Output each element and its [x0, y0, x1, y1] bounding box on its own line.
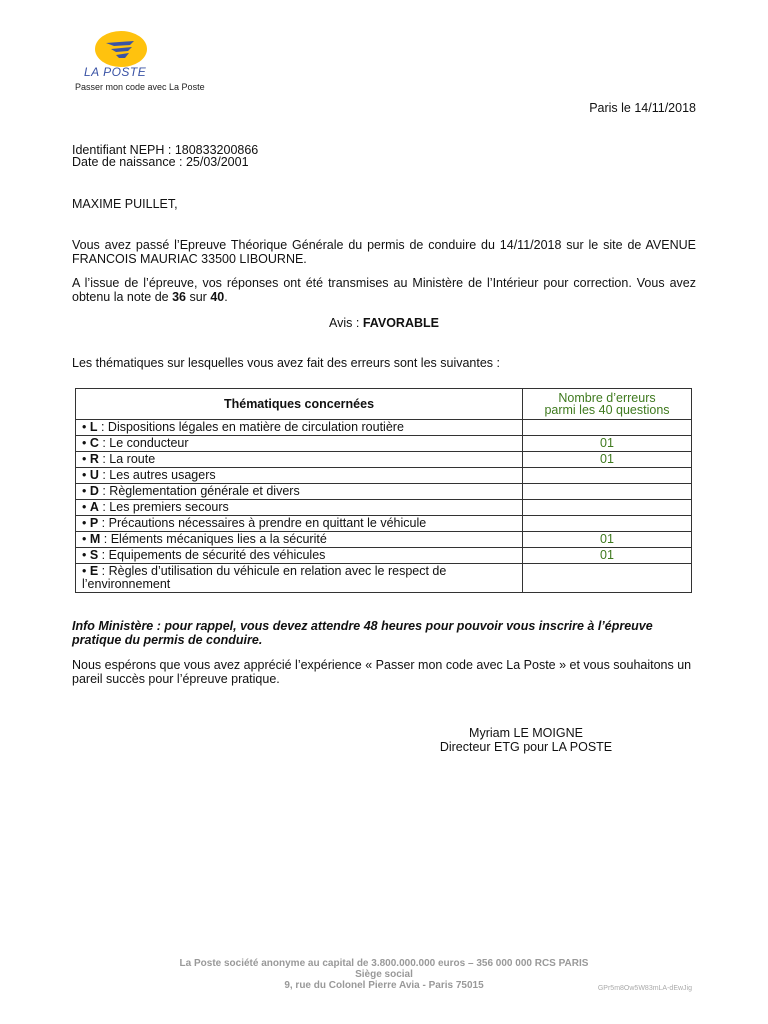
score-dot: .	[224, 290, 228, 304]
theme-code: S	[89, 548, 99, 562]
themes-intro: Les thématiques sur lesquelles vous avez fait des erreurs sont les suivantes :	[72, 356, 500, 370]
error-count	[523, 516, 692, 532]
theme-code: U	[89, 468, 99, 482]
tagline: Passer mon code avec La Poste	[75, 82, 205, 92]
error-count: 01	[523, 532, 692, 548]
error-count: 01	[523, 452, 692, 468]
theme-code: R	[89, 452, 99, 466]
document-code: GPr5m8Ow5W83mLA-dEwJig	[597, 985, 692, 992]
theme-cell: • P : Précautions nécessaires à prendre en quittant le véhicule	[76, 516, 523, 532]
error-count	[523, 468, 692, 484]
table-row	[76, 516, 692, 532]
header-count-line2: parmi les 40 questions	[544, 403, 670, 417]
theme-code: E	[89, 564, 99, 578]
score-sur: sur	[186, 290, 211, 304]
avis-label: Avis :	[329, 316, 363, 330]
theme-code: M	[89, 532, 101, 546]
header-theme: Thématiques concernées	[76, 389, 523, 420]
recipient-name: MAXIME PUILLET,	[72, 197, 178, 211]
theme-label: : Les premiers secours	[98, 500, 229, 514]
theme-cell: • D : Règlementation générale et divers	[76, 484, 523, 500]
avis-line	[0, 316, 768, 330]
table-row	[76, 500, 692, 516]
logo-text: LA POSTE	[84, 65, 147, 79]
signature-title: Directeur ETG pour LA POSTE	[439, 740, 613, 754]
footer-siege: Siège social	[355, 969, 413, 980]
theme-label: : Le conducteur	[98, 436, 189, 450]
header-count	[523, 389, 692, 420]
theme-cell: • S : Equipements de sécurité des véhicules	[76, 548, 523, 564]
theme-cell: • A : Les premiers secours	[76, 500, 523, 516]
theme-label: : Eléments mécaniques lies a la sécurité	[100, 532, 327, 546]
error-count	[523, 484, 692, 500]
table-row	[76, 548, 692, 564]
score-sentence: A l’issue de l’épreuve, vos réponses ont été transmises au Ministère de l’Intérieur pour correction. Vous avez obtenu la note de	[72, 276, 696, 304]
footer-address: 9, rue du Colonel Pierre Avia - Paris 75015	[284, 980, 484, 991]
table-header-row	[76, 389, 692, 420]
theme-label: : Les autres usagers	[98, 468, 216, 482]
signature-block	[420, 726, 632, 754]
table-row	[76, 564, 692, 593]
theme-code: D	[89, 484, 99, 498]
theme-cell: • U : Les autres usagers	[76, 468, 523, 484]
birth-date: Date de naissance : 25/03/2001	[72, 155, 249, 169]
theme-label: : Précautions nécessaires à prendre en quittant le véhicule	[98, 516, 427, 530]
theme-code: L	[89, 420, 98, 434]
theme-label: : Règlementation générale et divers	[98, 484, 300, 498]
footer-company: La Poste société anonyme au capital de 3.800.000.000 euros – 356 000 000 RCS PARIS	[179, 958, 589, 969]
theme-cell: • R : La route	[76, 452, 523, 468]
table-row	[76, 436, 692, 452]
score-value: 36	[172, 290, 186, 304]
error-count	[523, 420, 692, 436]
table-row	[76, 420, 692, 436]
theme-code: A	[89, 500, 99, 514]
signature-name: Myriam LE MOIGNE	[469, 726, 583, 740]
theme-cell: • L : Dispositions légales en matière de circulation routière	[76, 420, 523, 436]
theme-label: : La route	[98, 452, 156, 466]
score-total: 40	[210, 290, 225, 304]
error-count	[523, 564, 692, 593]
error-count	[523, 500, 692, 516]
table-row	[76, 452, 692, 468]
neph-id: Identifiant NEPH : 180833200866	[72, 143, 259, 157]
error-count: 01	[523, 548, 692, 564]
la-poste-logo-icon	[94, 30, 148, 68]
theme-cell: • M : Eléments mécaniques lies a la sécurité	[76, 532, 523, 548]
themes-table	[75, 388, 692, 593]
theme-label: : Equipements de sécurité des véhicules	[98, 548, 326, 562]
header-count-line1: Nombre d’erreurs	[558, 391, 656, 405]
table-row	[76, 484, 692, 500]
theme-cell: • C : Le conducteur	[76, 436, 523, 452]
paragraph-exam: Vous avez passé l’Epreuve Théorique Générale du permis de conduire du 14/11/2018 sur le site de AVENUE FRANCOIS MAURIAC 33500 LIBOURNE.	[72, 238, 696, 266]
theme-code: P	[89, 516, 99, 530]
closing-paragraph: Nous espérons que vous avez apprécié l’expérience « Passer mon code avec La Poste » et vous souhaitons un pareil succès pour l’épreuve pratique.	[72, 658, 692, 686]
theme-label: : Dispositions légales en matière de circulation routière	[97, 420, 404, 434]
paragraph-score	[72, 276, 696, 304]
theme-cell: • E : Règles d’utilisation du véhicule en relation avec le respect de l’environnement	[76, 564, 523, 593]
info-ministere: Info Ministère : pour rappel, vous devez attendre 48 heures pour pouvoir vous inscrire à l’épreuve pratique du permis de conduire.	[72, 619, 653, 647]
date-line: Paris le 14/11/2018	[589, 101, 696, 115]
table-row	[76, 468, 692, 484]
theme-code: C	[89, 436, 99, 450]
table-row	[76, 532, 692, 548]
error-count: 01	[523, 436, 692, 452]
theme-label: : Règles d’utilisation du véhicule en relation avec le respect de l’environnement	[82, 564, 447, 591]
avis-value: FAVORABLE	[362, 316, 439, 330]
